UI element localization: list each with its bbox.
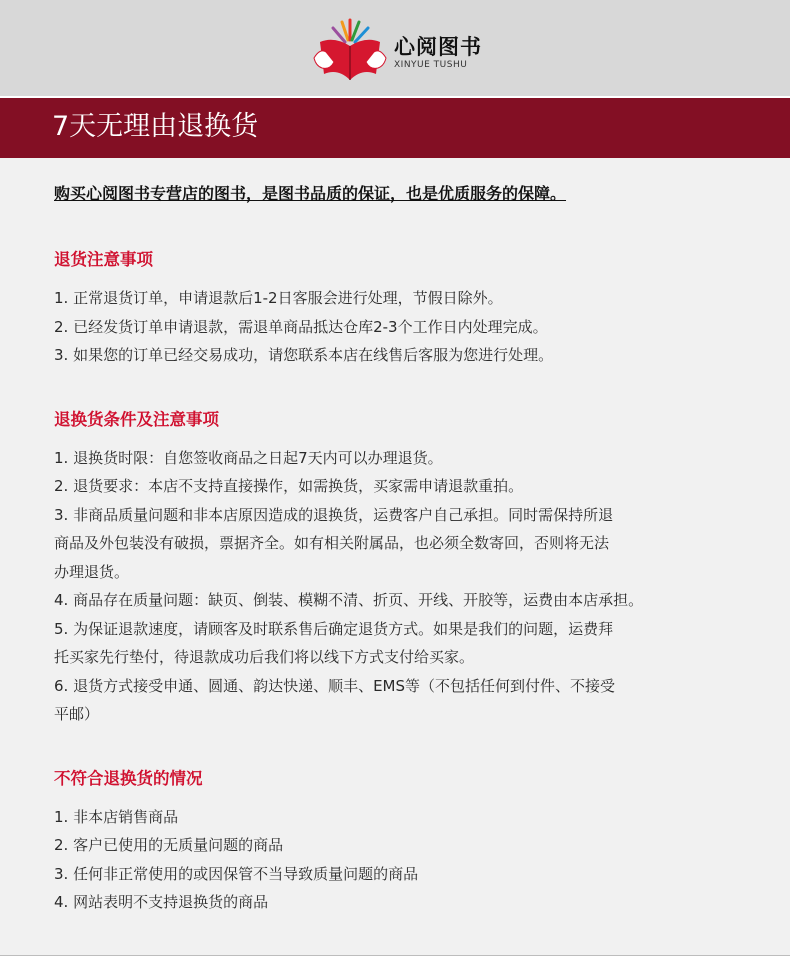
list-item: 6. 退货方式接受申通、圆通、韵达快递、顺丰、EMS等（不包括任何到付件、不接受 — [54, 676, 616, 695]
page-title: 7天无理由退换货 — [52, 111, 259, 142]
section-exchange-conditions — [54, 406, 774, 729]
brand-logo — [312, 18, 492, 84]
intro-statement: 购买心阅图书专营店的图书，是图书品质的保证，也是优质服务的保障。 — [54, 184, 567, 203]
list-item: 3. 如果您的订单已经交易成功，请您联系本店在线售后客服为您进行处理。 — [54, 346, 554, 364]
list-item: 办理退货。 — [54, 562, 130, 581]
section-title: 退货注意事项 — [54, 250, 153, 269]
section-non-returnable — [54, 765, 774, 917]
logo-text: 心阅图书 — [394, 35, 482, 59]
section-list — [54, 444, 774, 729]
list-item: 3. 任何非正常使用的或因保管不当导致质量问题的商品 — [54, 864, 419, 883]
list-item: 商品及外包装没有破损，票据齐全。如有相关附属品，也必须全数寄回，否则将无法 — [54, 534, 610, 552]
section-title: 不符合退换货的情况 — [54, 768, 203, 788]
logo-subtext: XINYUE TUSHU — [394, 60, 468, 70]
list-item: 3. 非商品质量问题和非本店原因造成的退换货，运费客户自己承担。同时需保持所退 — [54, 505, 614, 524]
policy-content — [54, 180, 774, 917]
title-banner — [0, 98, 790, 158]
list-item: 托买家先行垫付，待退款成功后我们将以线下方式支付给买家。 — [54, 648, 475, 666]
list-item: 1. 退换货时限：自您签收商品之日起7天内可以办理退货。 — [54, 448, 443, 467]
section-list — [54, 803, 774, 917]
list-item: 1. 非本店销售商品 — [54, 807, 179, 826]
list-item: 2. 客户已使用的无质量问题的商品 — [54, 836, 284, 854]
list-item: 4. 网站表明不支持退换货的商品 — [54, 893, 269, 911]
bottom-divider — [0, 955, 790, 962]
list-item: 5. 为保证退款速度，请顾客及时联系售后确定退货方式。如果是我们的问题，运费拜 — [54, 619, 614, 638]
list-item: 2. 退货要求：本店不支持直接操作，如需换货，买家需申请退款重拍。 — [54, 477, 524, 495]
section-list — [54, 284, 774, 370]
open-book-hands-icon — [312, 18, 388, 84]
section-title: 退换货条件及注意事项 — [54, 409, 219, 429]
header-bar — [0, 0, 790, 98]
list-item: 2. 已经发货订单申请退款，需退单商品抵达仓库2-3个工作日内处理完成。 — [54, 317, 548, 336]
section-return-notes — [54, 246, 774, 370]
list-item: 1. 正常退货订单，申请退款后1-2日客服会进行处理，节假日除外。 — [54, 289, 503, 307]
list-item: 平邮） — [54, 705, 100, 723]
list-item: 4. 商品存在质量问题：缺页、倒装、模糊不清、折页、开线、开胶等，运费由本店承担。 — [54, 591, 644, 609]
